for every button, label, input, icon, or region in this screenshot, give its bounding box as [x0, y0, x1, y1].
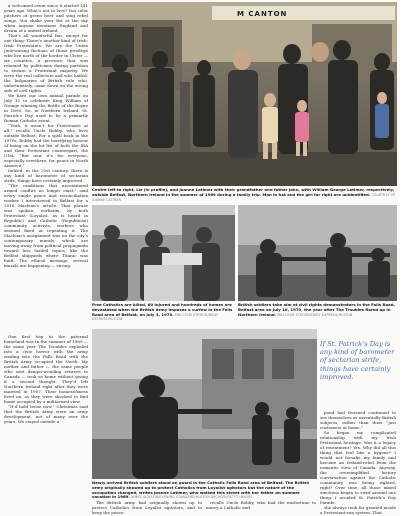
paragraph: pond had frowned continued to see themselves as essentially British subjects, rather than their “just customers at home.”: [320, 410, 396, 430]
photo-credit: MALCOLM STROUD/DAILY EXPRESS/HULTON: [92, 312, 219, 322]
bw-photo-falls-road-curfew: [92, 205, 235, 301]
bottom-mid2-text-column: [206, 500, 316, 515]
paragraph: “The conditions that necessitated armed conflict no longer exist,” said every single peace and reconciliation worker I interviewed in Belfast for a 2016 Maclean’s article. That phrase was spoken, verbatim, by both Protestant (Loyalist, as is heard in Republic) and Catholic (Republican) community activists, workers who seemed fixed at repeating it. The Maclean’s assignment was on the city’s contemporary murals, which are moving away from political propaganda toward less loaded topics, like the Belfast shipyards where Titanic was built. The ethical message, several murals are happening — strong.: [4, 183, 88, 268]
family-photo-image: [92, 2, 397, 186]
paragraph: “Yeah, it wasn’t for Protestants at all,” recalls Uncle Bobby, who lives outside Belfast. For a spell back in the 1970s, Bobby had the horrifying honour of being on the hit list of both the IRA and their Protestant counterpart, the UDA. “But now it’s for everyone, especially overthere, for peace in North America.”: [4, 123, 88, 168]
photo-credit: MALCOLM STROUD/DAILY EXPRESS/HULTON: [277, 312, 353, 317]
paragraph: So began my complicated relationship with my Irish Protestant heritage. Was it a legacy of resentment? Yes. Why did all this thing that feel like a bygone? I would not forsake my family and become an Ireland-rebel from the romantic view of Canada. Anyway, the oversimplified history conversation against the Catholic community was being righted, right? Over time, all those mixed emotions began to swirl around one thing: I avoided St. Patrick’s Day Parade.: [320, 430, 396, 504]
paragraph: One first trip to the paternal homeland was in the summer of 1969 — the same year The Troubles exploded into a civic horror with the army wading into the Falls Road with the British Army occupied the North. My mother and father — the same people who sent danger-avoiding retirees to Canada — took us home without giving it a second thought. They’d left Northern Ireland right after they were married in 1957. Their homesickness lived on, as they were shocked to find home occupied by a militarized view.: [4, 334, 88, 404]
paragraph: The British army had originally shown up to protect Catholics from Loyalist agitators, and to keep the peace.: [92, 500, 202, 515]
caption-family-photo: [92, 188, 397, 202]
photo-credit: JAMES JACKSON/EVENING STANDARD/HULTON ARCHIVE/GETTY IMAGES: [131, 495, 253, 500]
bottom-right-text-column: [320, 410, 396, 504]
pull-quote: If St. Patrick’s Day is any kind of barometer of sectarian strife, things have certainly improved.: [320, 340, 395, 381]
photo-credit: COURTESY OF JOANNE LATIMER: [92, 192, 396, 202]
bottom-mid-text-column: [92, 500, 202, 515]
caption-soldiers-photo: [238, 303, 397, 317]
bw-photo-soldiers-on-guard: [92, 329, 317, 479]
curfew-photo-image: [92, 205, 235, 301]
caption-curfew-photo: [92, 303, 235, 322]
paragraph: a welcomed event since it started 141 years ago. What’s not to love? You color pitchers of green beer and sing rebel songs. You shake your fist at the sky when anyone mentions England and dream of a united Ireland.: [4, 3, 88, 33]
caption-text: Centre left to right, Liz (in profile), and Joanne Latimer with their grandfather and father John, with William George Latimer, respectively, outside Belfast, Northern Ireland in the summer of 1969 during a family trip. Man in hat and the girl far right are unidentified.: [92, 187, 395, 197]
bottom-mid3-text-column: [320, 505, 396, 515]
caption-text: Free Catholics are killed, 60 injured and hundreds of homes are devastated when the British Army imposes a curfew in the Falls Road area of Belfast, on July 3, 1970.: [92, 302, 233, 317]
caption-text: British soldiers take aim at civil rights demonstrators in the Falls Road, Belfast area on July 10, 1970, the year after The Troubles flared up in Northern Ireland.: [238, 302, 396, 317]
paragraph: That’s all wonderful fun, except for one thing: There’s another kind of Irish: Irish Protestants. We are the Union Jack-waving factions of those privilege who live north of the border in Ulster — six counties, a province that was retained by politicians during partition to ensure a Protestant majority. We were the real collectors and who hailed, the bulguaries of British rule who, unfortunately, came down on the wrong side of civil rights.: [4, 33, 88, 93]
caption-guard-photo: [92, 481, 317, 500]
family-photo-belfast-1969: [92, 2, 397, 186]
caption-text: Newly arrived British soldiers stand on guard in the Catholic Falls Road area of Belfast. The British army originally showed up to protect Catholics from Loyalist agitators but the nature of the occupation changed, writes Joanne Latimer, who walked this street with her father on summer vacation in 1969.: [92, 480, 310, 500]
left-text-column: [4, 3, 88, 331]
paragraph: We have our own annual parade on July 12 to celebrate King William of Orange winning the Battle of the Boyne in 1690. So, in Northern Ireland, St. Patrick’s Day used to be a primarily Roman Catholic event.: [4, 93, 88, 123]
soldiers-photo-image: [238, 205, 397, 301]
paragraph: recalls Uncle Bobby, who had the misfortune to marry a Catholic and: [206, 500, 316, 510]
bw-photo-soldiers-take-aim: [238, 205, 397, 301]
guard-photo-image: [92, 329, 317, 479]
paragraph: she always took for granted inside a Protestant-run system. That: [320, 505, 396, 515]
shop-sign-text: M CANTON: [237, 10, 288, 18]
bottom-left-text-column: [4, 334, 88, 514]
paragraph: “It’d hold tense now,” Christmas said that the British Army were an army development, not of many over the years. We stayed outside a: [4, 404, 88, 424]
paragraph: Indeed, in the 21st century, there is any kind of barometer of sectarian strife, things have certainly improved.: [4, 168, 88, 183]
